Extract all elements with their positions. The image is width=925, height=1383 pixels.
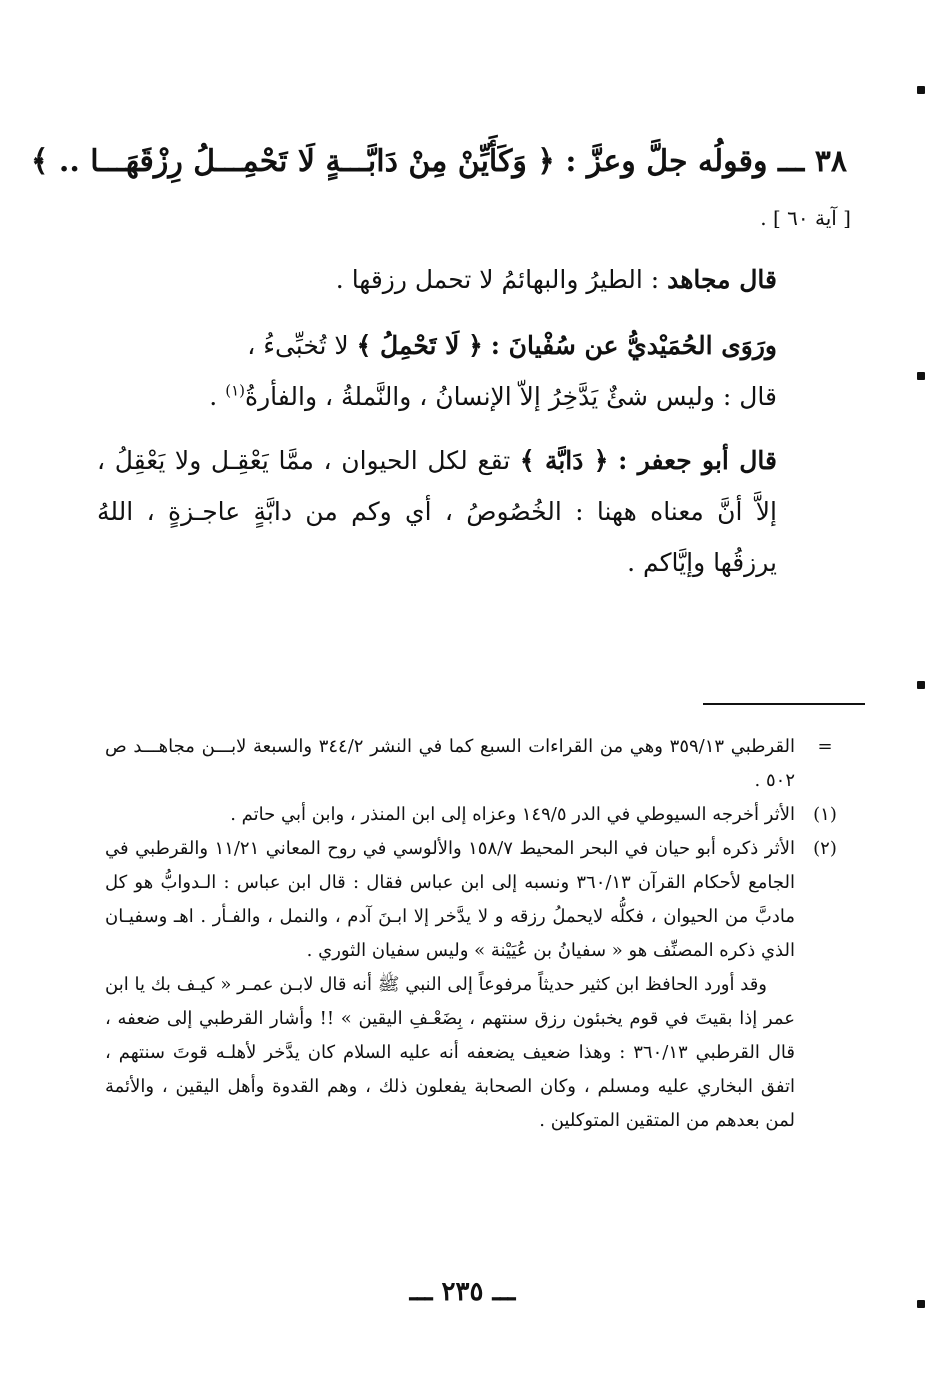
ayah-reference: [ آية ٦٠ ] . xyxy=(760,206,851,230)
heading-lead: وقولُه جلَّ وعزَّ : xyxy=(565,144,768,179)
quran-quote: ﴿ دَابَّة ﴾ xyxy=(519,446,609,475)
speaker-name: ورَوَى الحُمَيْديُّ عن سُفْيانَ : xyxy=(490,331,777,360)
footnote-continued xyxy=(105,730,845,798)
footnote-text: الأثر ذكره أبو حيان في البحر المحيط ١٥٨/٧ والألوسي في روح المعاني ١١/٢١ والقرطبي في الجامع لأحكام القرآن ٣٦٠/١٣ ونسبه إلى ابن عباس فقال : قال ابن عباس : الـدوابُّ هو كل مادبَّ من الحيوان ، فكلُّه لايحملُ رزقه و لا يدَّخر إلا ابـنَ آدم ، والنمل ، والفـأر . اهـ وسفيـان الذي ذكره المصنِّف هو « سفيانُ بن عُيَيْنة » وليس سفيان الثوري . xyxy=(105,838,795,961)
footnote-1 xyxy=(105,798,845,832)
entry-number: ٣٨ ـــ xyxy=(777,144,847,179)
paragraph-end: . xyxy=(209,382,218,411)
footnote-2-continuation: وقد أورد الحافظ ابن كثير حديثاً مرفوعاً إلى النبي ﷺ أنه قال لابـن عمـر « كيـف بك يا ابن عمر إذا بقيتَ في قوم يخبئون رزق سنتهم ، بِضَعْـفِ اليقين » !! وأشار القرطبي إلى ضعفه ، قال القرطبي ٣٦٠/١٣ : وهذا ضعيف يضعفه أنه عليه السلام كان يدَّخر لأهلـه قوتَ سنتهم ، اتفق البخاري عليه ومسلم ، وكان الصحابة يفعلون ذلك ، وهم القدوة وأهل اليقين ، والأئمة لمن بعدهم من المتقين المتوكلين . xyxy=(105,974,795,1131)
speaker-name: قال أبو جعفر : xyxy=(618,446,777,475)
commentary-paragraph-mujahid xyxy=(97,254,777,305)
paragraph-text: : الطيرُ والبهائمُ لا تحمل رزقها . xyxy=(335,265,660,294)
page-edge-mark xyxy=(917,86,925,94)
page-edge-mark xyxy=(917,681,925,689)
paragraph-text: قال : وليس شئٌ يَدَّخِرُ إلاّ الإنسانُ ، والنَّملةُ ، والفأرةُ xyxy=(244,382,777,411)
footnote-2 xyxy=(105,832,845,968)
footnote-number: (٢) xyxy=(813,838,837,859)
page-edge-mark xyxy=(917,372,925,380)
paragraph-text: تقع لكل الحيوان ، ممَّا يَعْقِـل ولا يَعْقِلُ ، إلاَّ أنَّ معناه ههنا : الخُصُوصُ ، أي وكم من دابَّةٍ عاجـزةٍ ، اللهُ يرزقُها وإيَّاكم . xyxy=(97,446,777,577)
footnotes-section xyxy=(105,730,845,1138)
footnote-text: الأثر أخرجه السيوطي في الدر ١٤٩/٥ وعزاه إلى ابن المنذر ، وابن أبي حاتم . xyxy=(230,804,795,825)
footnote-number: = xyxy=(817,736,833,757)
footnote-separator xyxy=(703,703,865,705)
commentary-paragraph-humaydi xyxy=(97,320,777,422)
quran-quote: ﴿ لَا تَحْمِلُ ﴾ xyxy=(356,331,483,360)
paragraph-text: لا تُخبِّىءُ ، xyxy=(247,331,349,360)
footnote-marker: (١) xyxy=(225,381,245,400)
page-number: ـــ ٢٣٥ ـــ xyxy=(409,1277,516,1307)
footnote-number: (١) xyxy=(813,804,837,825)
commentary-paragraph-abu-jafar xyxy=(97,435,777,588)
quran-quote: ﴿ وَكَأَيِّنْ مِنْ دَابَّـــةٍ لَا تَحْمِـــلُ رِزْقَهَـــا .. ﴾ xyxy=(30,144,555,179)
speaker-name: قال مجاهد xyxy=(667,265,777,294)
verse-heading xyxy=(30,140,847,184)
footnote-text: القرطبي ٣٥٩/١٣ وهي من القراءات السبع كما في النشر ٣٤٤/٢ والسبعة لابـــن مجاهـــد ص ٥٠٢ . xyxy=(105,736,795,791)
